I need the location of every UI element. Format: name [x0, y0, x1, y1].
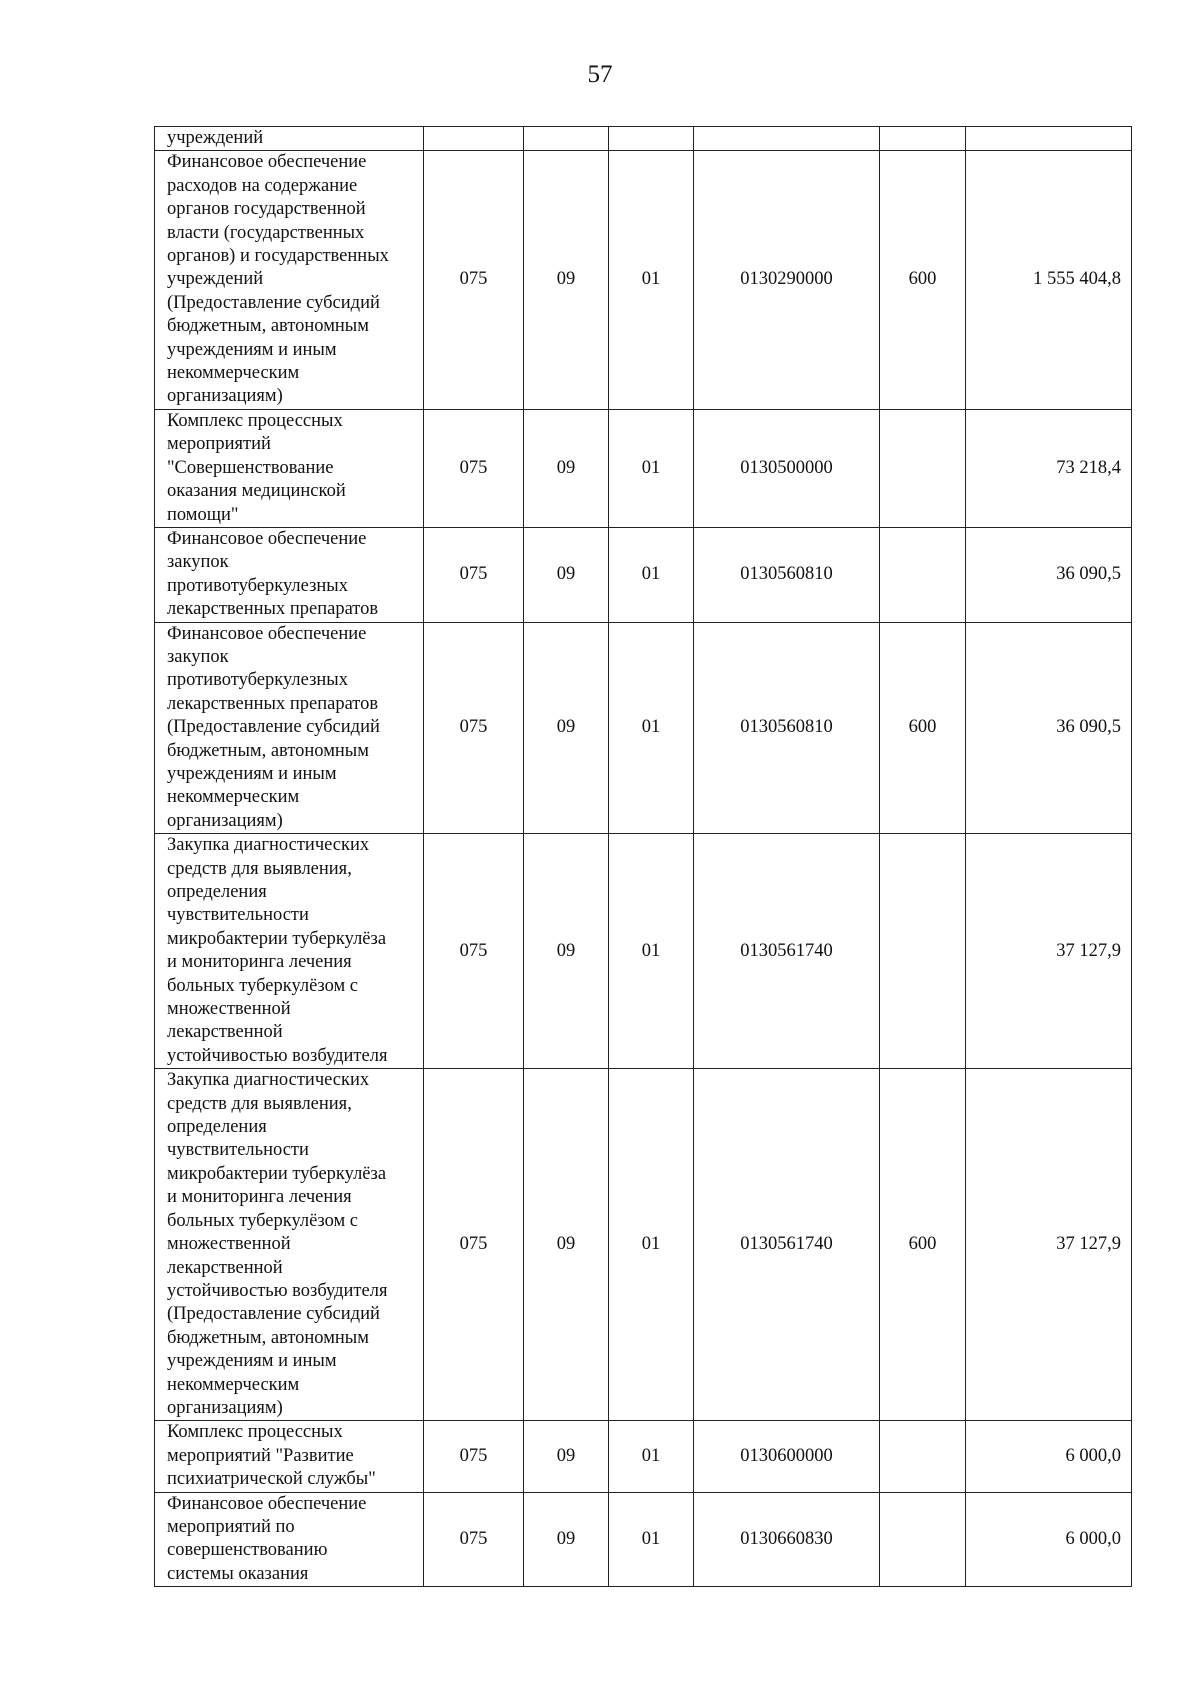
section-cell [524, 127, 609, 151]
glava-cell: 075 [424, 1492, 524, 1587]
target-article-cell: 0130560810 [694, 527, 880, 622]
table-row [155, 1421, 1132, 1492]
expense-type-cell [880, 527, 966, 622]
amount-cell: 36 090,5 [966, 527, 1132, 622]
table-row [155, 409, 1132, 527]
section-cell: 09 [524, 1069, 609, 1421]
target-article-cell: 0130600000 [694, 1421, 880, 1492]
target-article-cell: 0130560810 [694, 622, 880, 834]
target-article-cell: 0130561740 [694, 834, 880, 1069]
amount-cell: 6 000,0 [966, 1421, 1132, 1492]
subsection-cell: 01 [609, 151, 694, 409]
table-row [155, 527, 1132, 622]
glava-cell: 075 [424, 1069, 524, 1421]
target-article-cell: 0130290000 [694, 151, 880, 409]
glava-cell: 075 [424, 409, 524, 527]
glava-cell: 075 [424, 151, 524, 409]
subsection-cell: 01 [609, 409, 694, 527]
target-article-cell: 0130561740 [694, 1069, 880, 1421]
subsection-cell [609, 127, 694, 151]
glava-cell [424, 127, 524, 151]
target-article-cell [694, 127, 880, 151]
amount-cell: 37 127,9 [966, 1069, 1132, 1421]
table-row [155, 1492, 1132, 1587]
section-cell: 09 [524, 834, 609, 1069]
section-cell: 09 [524, 622, 609, 834]
row-name-cell: Комплекс процессных мероприятий "Развитие психиатрической службы" [155, 1421, 424, 1492]
glava-cell: 075 [424, 1421, 524, 1492]
expense-type-cell: 600 [880, 1069, 966, 1421]
subsection-cell: 01 [609, 1069, 694, 1421]
expense-type-cell [880, 834, 966, 1069]
subsection-cell: 01 [609, 1421, 694, 1492]
section-cell: 09 [524, 409, 609, 527]
row-name-cell: Закупка диагностических средств для выявления, определения чувствительности микробактерии туберкулёза и мониторинга лечения больных туберкулёзом с множественной лекарственной устойчивостью возбудителя [155, 834, 424, 1069]
expense-type-cell [880, 1492, 966, 1587]
row-name-cell: учреждений [155, 127, 424, 151]
subsection-cell: 01 [609, 622, 694, 834]
amount-cell: 6 000,0 [966, 1492, 1132, 1587]
table-row [155, 151, 1132, 409]
expense-type-cell: 600 [880, 151, 966, 409]
row-name-cell: Комплекс процессных мероприятий "Совершенствование оказания медицинской помощи" [155, 409, 424, 527]
amount-cell [966, 127, 1132, 151]
row-name-cell: Финансовое обеспечение расходов на содержание органов государственной власти (государственных органов) и государственных учреждений (Предоставление субсидий бюджетным, автономным учреждениям и иным некоммерческим организациям) [155, 151, 424, 409]
target-article-cell: 0130500000 [694, 409, 880, 527]
subsection-cell: 01 [609, 1492, 694, 1587]
expense-type-cell: 600 [880, 622, 966, 834]
section-cell: 09 [524, 1421, 609, 1492]
expense-type-cell [880, 1421, 966, 1492]
section-cell: 09 [524, 151, 609, 409]
glava-cell: 075 [424, 622, 524, 834]
amount-cell: 37 127,9 [966, 834, 1132, 1069]
expense-type-cell [880, 409, 966, 527]
table-row [155, 127, 1132, 151]
table-row [155, 1069, 1132, 1421]
section-cell: 09 [524, 527, 609, 622]
subsection-cell: 01 [609, 834, 694, 1069]
subsection-cell: 01 [609, 527, 694, 622]
expense-type-cell [880, 127, 966, 151]
amount-cell: 73 218,4 [966, 409, 1132, 527]
amount-cell: 36 090,5 [966, 622, 1132, 834]
row-name-cell: Закупка диагностических средств для выявления, определения чувствительности микробактерии туберкулёза и мониторинга лечения больных туберкулёзом с множественной лекарственной устойчивостью возбудителя (Предоставление субсидий бюджетным, автономным учреждениям и иным некоммерческим организациям) [155, 1069, 424, 1421]
row-name-cell: Финансовое обеспечение закупок противотуберкулезных лекарственных препаратов [155, 527, 424, 622]
glava-cell: 075 [424, 527, 524, 622]
table-row [155, 834, 1132, 1069]
page-number: 57 [587, 61, 613, 88]
target-article-cell: 0130660830 [694, 1492, 880, 1587]
section-cell: 09 [524, 1492, 609, 1587]
budget-table [154, 126, 1132, 1587]
glava-cell: 075 [424, 834, 524, 1069]
table-row [155, 622, 1132, 834]
row-name-cell: Финансовое обеспечение закупок противотуберкулезных лекарственных препаратов (Предоставление субсидий бюджетным, автономным учреждениям и иным некоммерческим организациям) [155, 622, 424, 834]
row-name-cell: Финансовое обеспечение мероприятий по совершенствованию системы оказания [155, 1492, 424, 1587]
amount-cell: 1 555 404,8 [966, 151, 1132, 409]
